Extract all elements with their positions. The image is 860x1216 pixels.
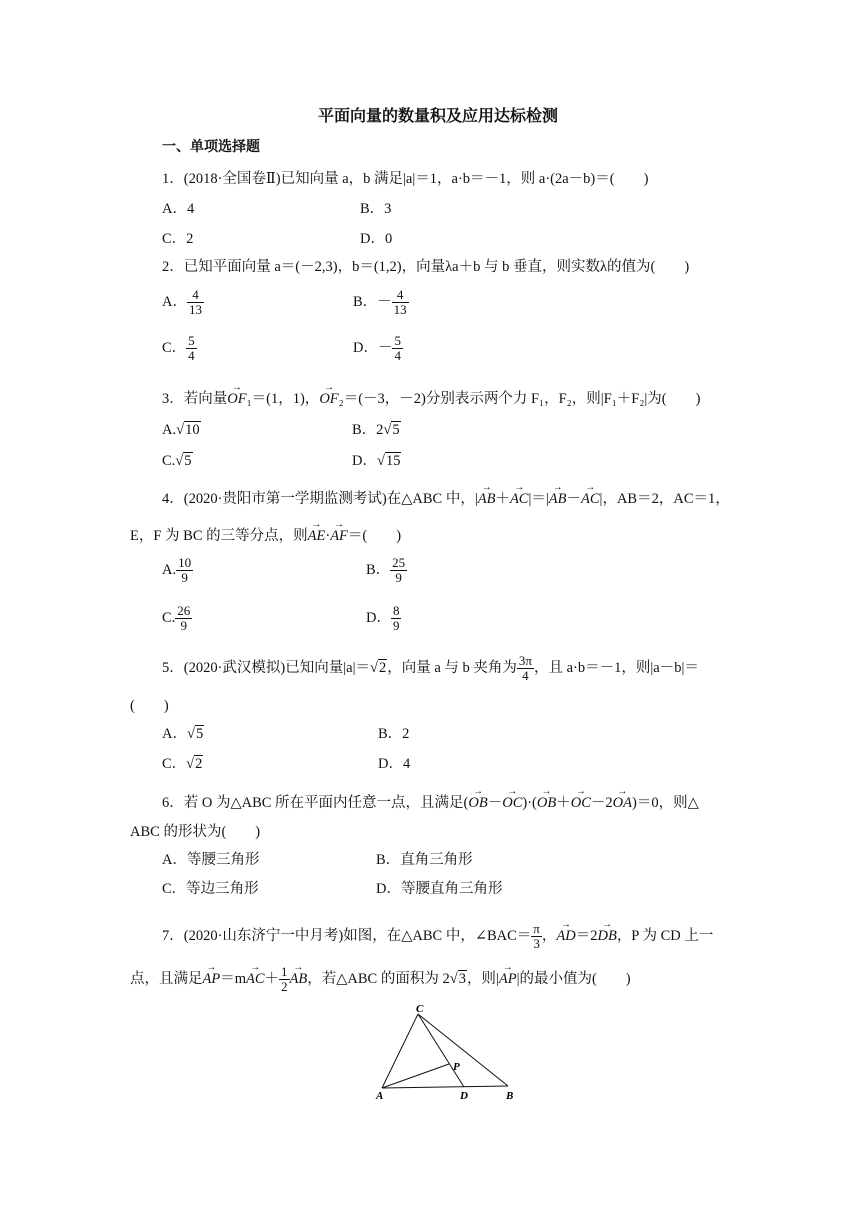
vector: → AC: [581, 492, 600, 507]
option-label: C．: [162, 756, 187, 772]
fraction: [531, 922, 542, 952]
vector: → AB: [290, 972, 308, 987]
option-label: B．－: [353, 294, 392, 311]
radicand: 5: [392, 422, 400, 438]
numerator: π: [533, 921, 540, 936]
denominator: 4: [188, 348, 195, 364]
stem-text: ，向量 a 与 b 夹角为: [387, 660, 517, 677]
sqrt: √2: [186, 756, 203, 772]
vector: → OC: [571, 796, 591, 811]
numerator: 10: [178, 555, 192, 570]
stem-text: 3．若向量: [162, 391, 228, 407]
radicand: 5: [195, 726, 204, 742]
sqrt: √5: [383, 422, 400, 438]
q6-option-b[interactable]: B．直角三角形: [376, 852, 473, 868]
q2-option-b[interactable]: [353, 288, 409, 318]
stem-text: ，若△ABC 的面积为 2: [307, 971, 450, 988]
label-b: B: [506, 1090, 514, 1102]
vector: → AP: [203, 972, 221, 987]
q4-option-a[interactable]: [162, 556, 193, 586]
operator: ＋: [495, 491, 510, 507]
stem-text: ₁＝(1，1)，: [246, 391, 320, 407]
stem-text: E，F 为 BC 的三等分点，则: [130, 528, 308, 544]
option-label: A．: [162, 726, 187, 742]
numerator: 5: [188, 333, 195, 348]
numerator: 1: [281, 964, 288, 979]
stem-text: |的最小值为( ): [516, 971, 631, 988]
sqrt: √15: [376, 453, 401, 469]
vector: → OF: [319, 392, 338, 407]
fraction: [392, 288, 409, 318]
question-4-stem: [162, 492, 730, 507]
question-7-stem-line2: [130, 965, 631, 995]
operator: ·: [325, 528, 331, 544]
operator: )·(: [522, 795, 537, 811]
page-title: 平面向量的数量积及应用达标检测: [318, 106, 559, 125]
denominator: 9: [392, 618, 400, 634]
sqrt: √10: [176, 422, 200, 438]
label-p: P: [453, 1061, 460, 1073]
fraction: [517, 654, 534, 684]
q6-option-d[interactable]: D．等腰直角三角形: [376, 881, 503, 897]
operator: －: [487, 795, 503, 811]
vector: → DB: [597, 929, 616, 944]
question-3-stem: [162, 392, 700, 407]
section-heading: 一、单项选择题: [162, 139, 260, 155]
stem-text: 4．(2020·贵阳市第一学期监测考试)在△ABC 中，|: [162, 491, 478, 507]
stem-text: |，AB＝2，AC＝1，: [599, 491, 730, 507]
vector: → AE: [308, 529, 326, 544]
q3-option-d[interactable]: [352, 454, 401, 469]
stem-text: )＝0，则△: [631, 795, 699, 811]
operator: ＝2: [575, 928, 598, 945]
stem-text: ，则|: [466, 971, 499, 988]
numerator: 4: [187, 288, 204, 303]
q3-option-b[interactable]: [352, 423, 401, 438]
sqrt: √5: [186, 726, 204, 742]
q3-option-c[interactable]: [162, 454, 193, 469]
vector: → AB: [549, 492, 567, 507]
denominator: 9: [181, 570, 188, 586]
vector: → AF: [330, 529, 348, 544]
stem-text: 5．(2020·武汉模拟)已知向量|a|＝: [162, 660, 370, 677]
stem-text: 7．(2020·山东济宁一中月考)如图，在△ABC 中，∠BAC＝: [162, 928, 532, 945]
operator: ＋: [264, 971, 280, 988]
fraction: [186, 334, 197, 364]
stem-text: 点，且满足: [130, 971, 203, 988]
stem-text: ＝m: [220, 971, 246, 988]
fraction: [187, 288, 204, 318]
fraction: [176, 556, 193, 586]
numerator: 26: [177, 603, 191, 618]
vector: → OB: [468, 796, 487, 811]
fraction: [390, 556, 407, 586]
q2-option-d[interactable]: [353, 334, 403, 364]
option-label: D．: [366, 610, 391, 627]
segment-cd: [418, 1014, 464, 1087]
option-label: A.: [162, 562, 177, 579]
stem-text: ＝( ): [347, 528, 402, 544]
vector: → OA: [613, 796, 632, 811]
q1-option-c[interactable]: C．2: [162, 231, 194, 247]
numerator: 3π: [518, 653, 532, 668]
q5-option-d[interactable]: D．4: [378, 756, 411, 772]
option-label: C.: [162, 610, 176, 627]
vector: → OB: [537, 796, 556, 811]
stem-text: ，: [541, 928, 557, 945]
question-1-stem: 1．(2018·全国卷Ⅱ)已知向量 a，b 满足|a|＝1，a·b＝－1，则 a·(2a－b)＝( ): [162, 171, 649, 187]
side-ab: [382, 1086, 508, 1088]
denominator: 9: [395, 570, 402, 586]
question-5-stem: [162, 654, 699, 684]
q2-option-c[interactable]: [162, 334, 197, 364]
question-5-answer-blank: ( ): [130, 698, 169, 714]
vector: → AB: [478, 492, 496, 507]
radicand: 3: [458, 971, 466, 988]
denominator: 4: [394, 348, 401, 364]
side-cb: [418, 1014, 508, 1086]
denominator: 3: [533, 936, 540, 952]
q6-option-a[interactable]: A．等腰三角形: [162, 852, 260, 868]
option-label: B．2: [352, 422, 384, 438]
numerator: 8: [392, 603, 400, 618]
denominator: 13: [393, 302, 407, 318]
radicand: 10: [185, 422, 200, 438]
operator: －: [566, 491, 582, 507]
stem-text: ，P 为 CD 上一: [616, 928, 714, 945]
radicand: 5: [184, 453, 192, 469]
q6-option-c[interactable]: C．等边三角形: [162, 881, 259, 897]
radicand: 15: [385, 453, 401, 469]
q5-option-a[interactable]: [162, 727, 204, 742]
q5-option-c[interactable]: [162, 757, 203, 772]
question-6-stem: [162, 796, 699, 811]
denominator: 13: [188, 302, 202, 318]
radicand: 2: [378, 660, 387, 677]
q4-option-b[interactable]: [366, 556, 407, 586]
option-label: B．: [366, 562, 391, 579]
q3-option-a[interactable]: [162, 423, 201, 438]
denominator: 4: [522, 668, 529, 684]
stem-text: |＝|: [528, 491, 549, 507]
q1-option-d[interactable]: D．0: [360, 231, 393, 247]
question-2-stem: 2．已知平面向量 a＝(－2,3)，b＝(1,2)，向量λa＋b 与 b 垂直，则实数λ的值为( ): [162, 259, 690, 275]
sqrt: √5: [175, 453, 192, 469]
q4-option-d[interactable]: [366, 604, 401, 634]
operator: ＋: [556, 795, 571, 811]
fraction: [392, 334, 403, 364]
fraction: [175, 604, 192, 634]
numerator: 5: [394, 333, 401, 348]
label-d: D: [460, 1090, 468, 1102]
option-label: A.: [162, 422, 177, 438]
option-label: D．－: [353, 340, 393, 357]
numerator: 25: [392, 555, 406, 570]
option-label: C．: [162, 340, 187, 357]
fraction: [279, 965, 290, 995]
radicand: 2: [195, 756, 203, 772]
vector: → AD: [556, 929, 575, 944]
q4-option-c[interactable]: [162, 604, 192, 634]
vector: → AP: [499, 972, 517, 987]
q1-option-a[interactable]: A．4: [162, 201, 195, 217]
vector: → AC: [510, 492, 529, 507]
question-6-stem-line2: ABC 的形状为( ): [130, 824, 261, 840]
vector: → AC: [246, 972, 265, 987]
question-4-stem-line2: [130, 529, 401, 544]
vector: → OF: [227, 392, 246, 407]
option-label: D．: [352, 453, 377, 469]
denominator: 9: [180, 618, 188, 634]
option-label: A．: [162, 294, 187, 311]
q1-option-b[interactable]: B．3: [360, 201, 392, 217]
question-7-stem: [162, 922, 713, 952]
fraction: [391, 604, 402, 634]
label-c: C: [416, 1003, 424, 1015]
stem-text: ，且 a·b＝－1，则|a－b|＝: [533, 660, 699, 677]
stem-text: 6．若 O 为△ABC 所在平面内任意一点，且满足(: [162, 795, 469, 811]
numerator: 4: [392, 288, 409, 303]
q2-option-a[interactable]: [162, 288, 204, 318]
sqrt: √3: [449, 971, 466, 988]
stem-text: ₂＝(－3，－2)分别表示两个力 F₁，F₂，则|F₁＋F₂|为( ): [338, 391, 701, 407]
option-label: C.: [162, 453, 176, 469]
q5-option-b[interactable]: B．2: [378, 726, 410, 742]
triangle-figure: [368, 1000, 528, 1108]
label-a: A: [376, 1090, 384, 1102]
vector: → OC: [502, 796, 522, 811]
sqrt: √2: [369, 660, 387, 677]
operator: －2: [590, 795, 613, 811]
denominator: 2: [281, 979, 288, 995]
